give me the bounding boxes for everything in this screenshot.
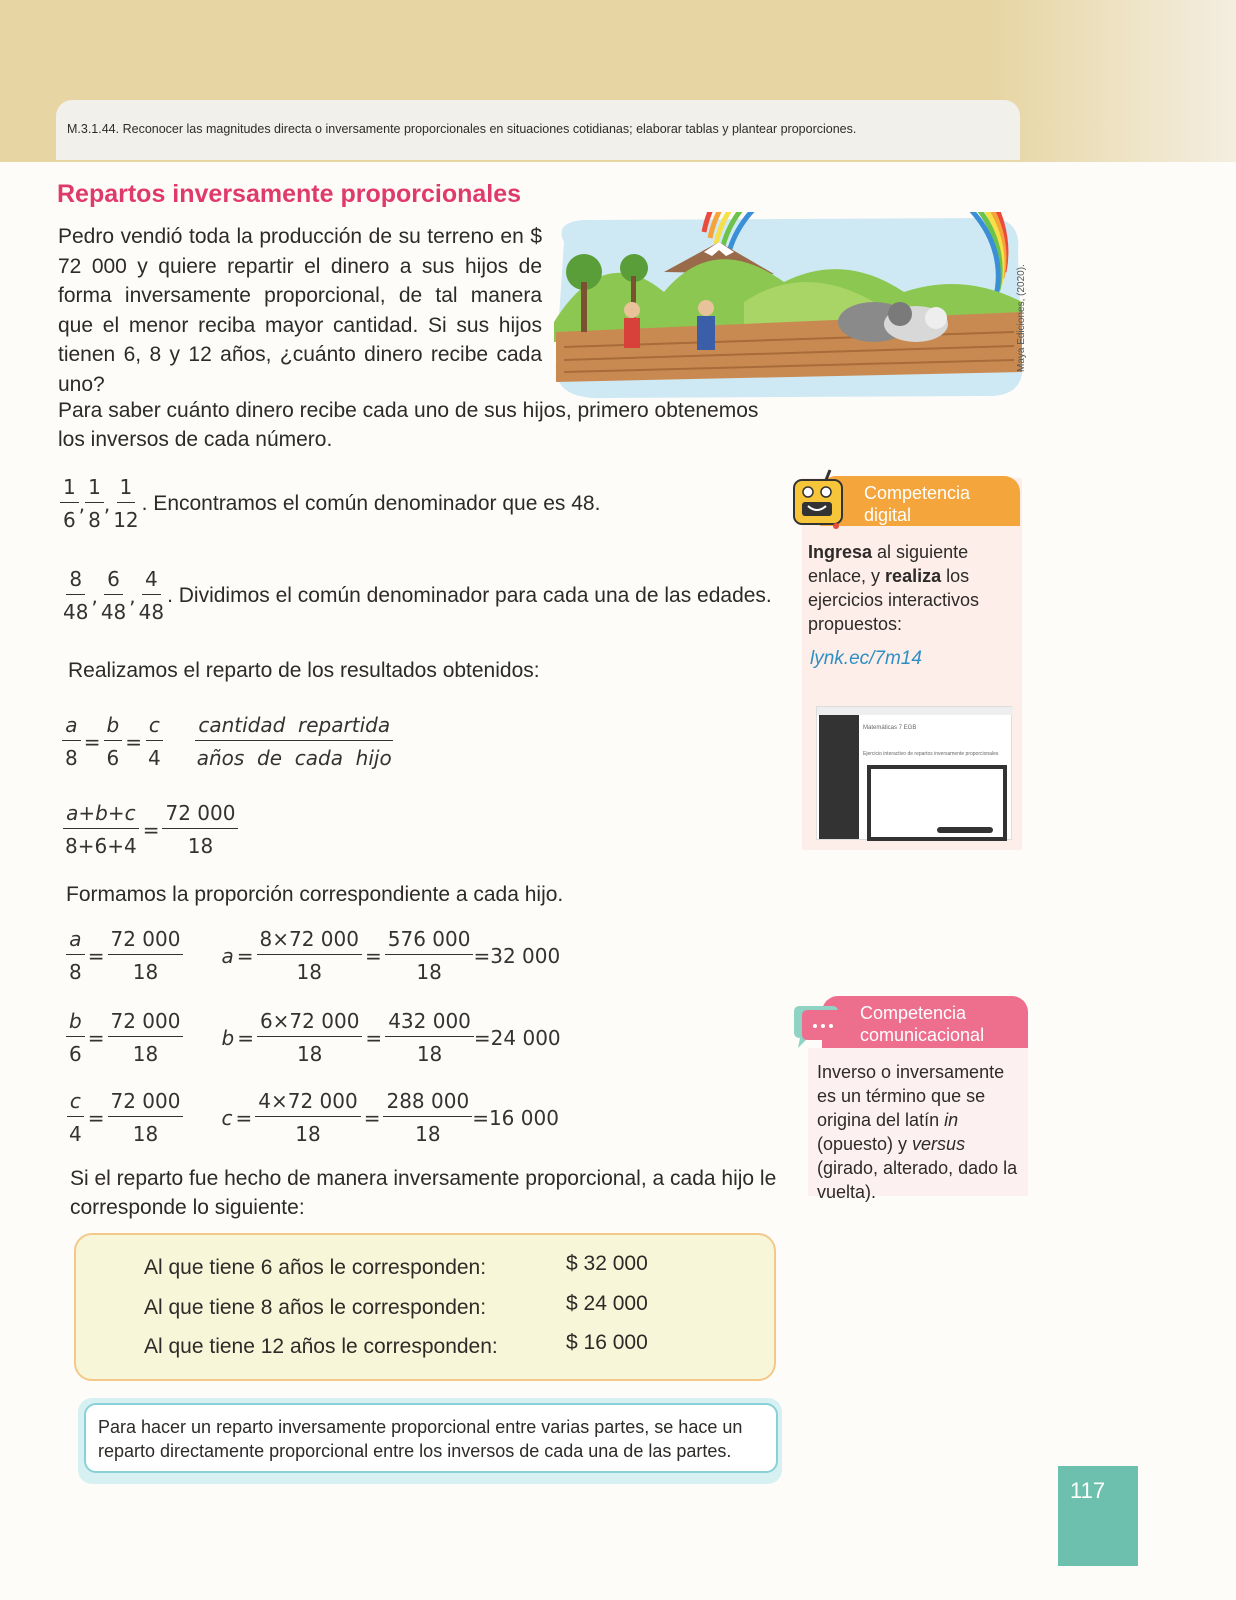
result-label-12: Al que tiene 12 años le corresponden:	[144, 1335, 498, 1358]
website-screenshot: Matemáticas 7 EGB Ejercicio interactivo de repartos inversamente proporcionales	[816, 706, 1012, 840]
problem-statement: Pedro vendió toda la producción de su terreno en $ 72 000 y quiere repartir el dinero a sus hijos de forma inversamente proporcional, de tal manera que el menor reciba mayor cantidad. Si sus hijos tienen 6, 8 y 12 años, ¿cuánto dinero recibe cada uno?	[58, 225, 542, 396]
proportion-c: $\frac{c}{4}$ = $\frac{72 000}{18}$ c = $\frac{4\times 72 000}{18}$ = $\frac{288 000}{18}$ =16 000	[66, 1088, 559, 1147]
step-common-denominator: $\frac{1}{6}$ , $\frac{1}{8}$ , $\frac{1}{12}$ . Encontramos el común denominador que es 48.	[60, 474, 600, 533]
proportion-a: $\frac{a}{8}$ = $\frac{72 000}{18}$ a = $\frac{8\times 72 000}{18}$ = $\frac{576 000}{18}$ =32 000	[66, 926, 560, 985]
proportion-b: $\frac{b}{6}$ = $\frac{72 000}{18}$ b = $\frac{6\times 72 000}{18}$ = $\frac{432 000}{18}$ =24 000	[66, 1008, 561, 1067]
paragraph-result: Si el reparto fue hecho de manera inversamente proporcional, a cada hijo le corresponde lo siguiente:	[70, 1167, 777, 1219]
digital-competence-text: Ingresa al siguiente enlace, y realiza los ejercicios interactivos propuestos:	[808, 542, 980, 634]
paragraph-proportion: Formamos la proporción correspondiente a cada hijo.	[66, 883, 564, 906]
robot-icon	[788, 466, 848, 532]
result-value-12: $ 16 000	[566, 1331, 648, 1354]
farm-illustration	[544, 212, 1028, 400]
result-label-8: Al que tiene 8 años le corresponden:	[144, 1296, 487, 1319]
note-box: Para hacer un reparto inversamente proporcional entre varias partes, se hace un reparto directamente proporcional entre los inversos de cada una de las partes.	[84, 1403, 778, 1473]
comunicacional-competence-text: Inverso o inversamente es un término que se origina del latín in (opuesto) y versus (girado, alterado, dado la vuelta).	[817, 1062, 1018, 1202]
result-value-8: $ 24 000	[566, 1292, 648, 1315]
result-label-6: Al que tiene 6 años le corresponden:	[144, 1256, 487, 1279]
comunicacional-competence-title: Competencia comunicacional	[860, 1003, 985, 1045]
digital-link[interactable]: lynk.ec/7m14	[810, 648, 922, 669]
paragraph-inverses: Para saber cuánto dinero recibe cada uno de sus hijos, primero obtenemos los inversos de cada número.	[58, 399, 759, 451]
image-credit: Maya Ediciones, (2020).	[1016, 264, 1027, 372]
section-title: Repartos inversamente proporcionales	[57, 180, 522, 208]
sum-equation: $\frac{a+b+c}{8+6+4}$ = $\frac{72 000}{18}$	[62, 800, 238, 859]
result-value-6: $ 32 000	[566, 1252, 648, 1275]
page-number: 117	[1070, 1478, 1106, 1503]
step-divide-denominator: $\frac{8}{48}$ , $\frac{6}{48}$ , $\frac{4}{48}$ . Dividimos el común denominador para cada una de las edades.	[63, 567, 772, 624]
paragraph-distribution: Realizamos el reparto de los resultados obtenidos:	[68, 659, 540, 682]
digital-competence-title: Competencia digital	[864, 483, 971, 525]
speech-bubble-icon	[788, 1002, 848, 1052]
ratio-equation: $\frac{a}{8}$ = $\frac{b}{6}$ = $\frac{c}{4}$ $\frac{\text{cantidad repartida}}{\text{años de cada hijo}}$	[62, 712, 395, 771]
skill-statement: M.3.1.44. Reconocer las magnitudes directa o inversamente proporcionales en situaciones cotidianas; elaborar tablas y plantear proporciones.	[67, 122, 857, 136]
